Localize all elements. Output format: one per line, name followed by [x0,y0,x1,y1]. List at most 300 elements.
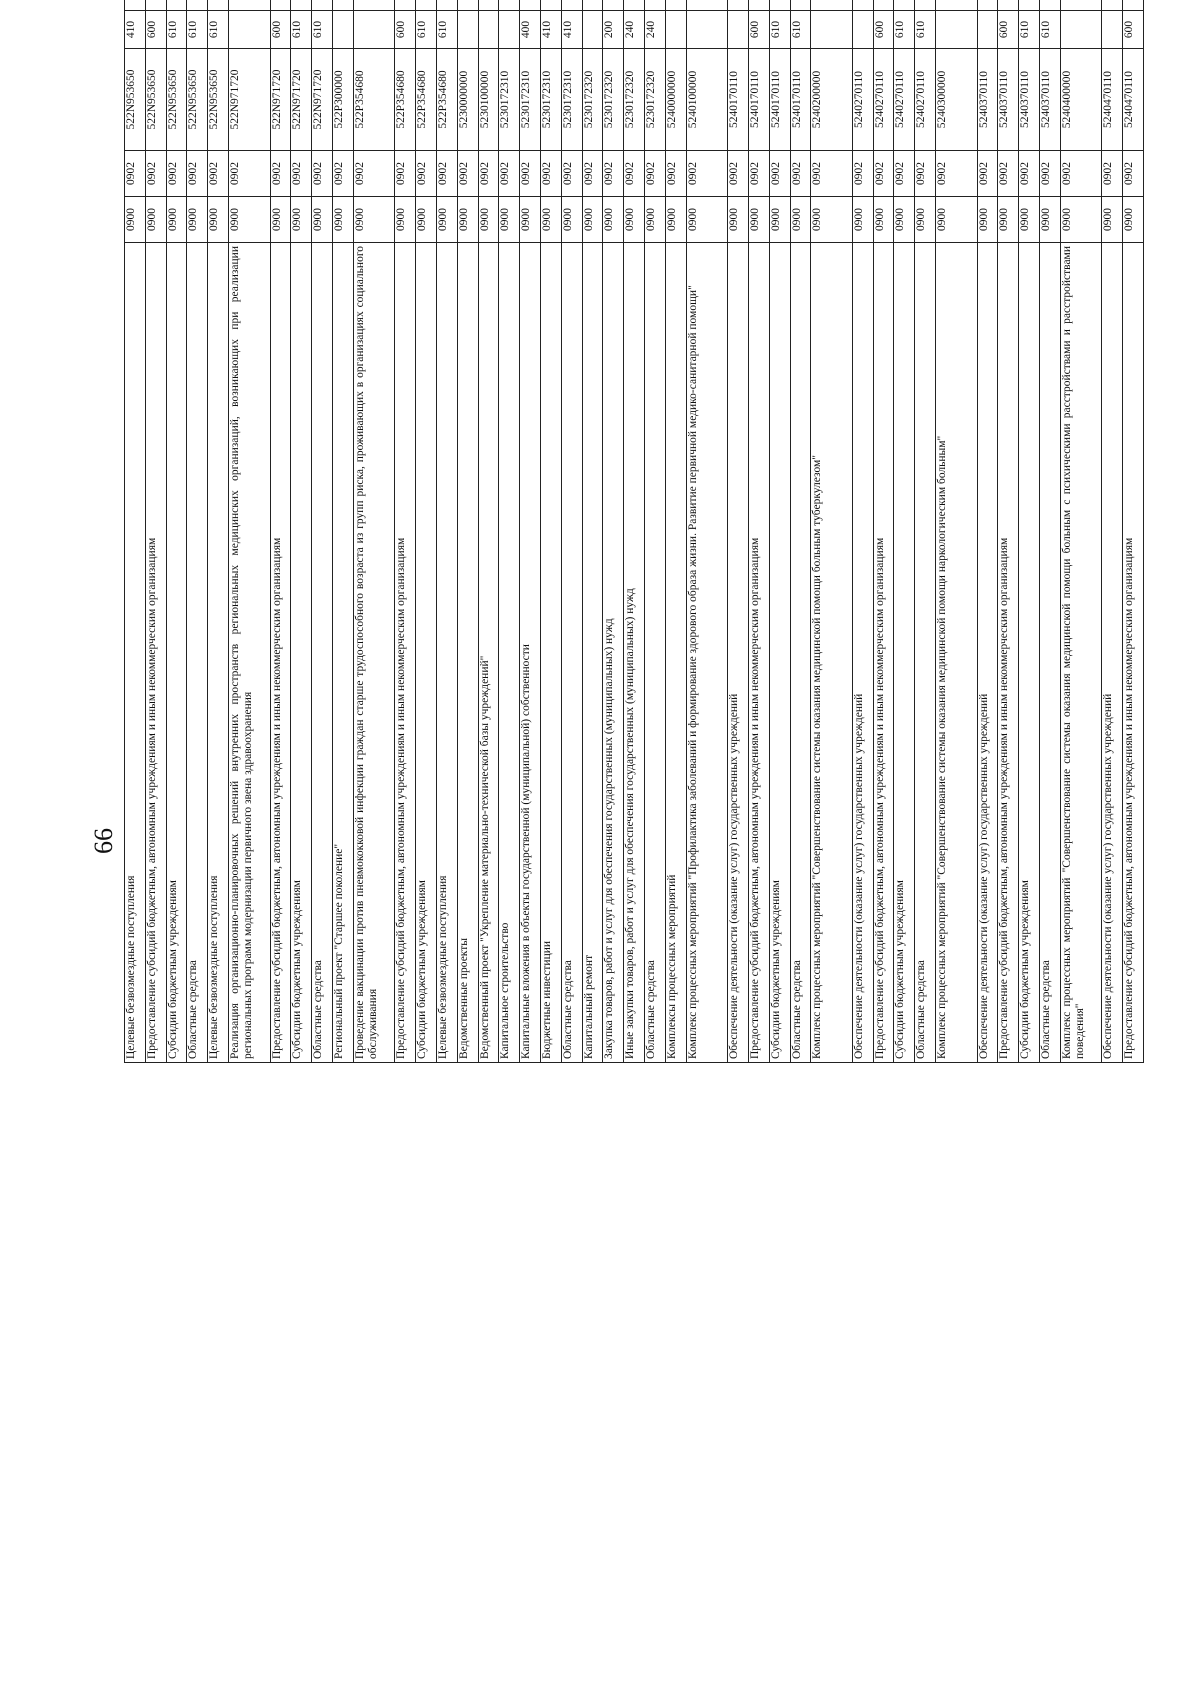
section-code: 0900 [561,197,582,243]
subsection-code: 0902 [270,151,291,197]
table-row [811,0,853,1063]
section-code: 0900 [1102,197,1123,243]
section-code: 0900 [1019,197,1040,243]
section-code: 0900 [769,197,790,243]
funding-code [416,0,437,11]
funding-code [1060,0,1102,11]
section-code: 0900 [457,197,478,243]
funding-code [728,0,749,11]
table-row [478,0,499,1063]
funding-code [353,0,395,11]
row-name: Капитальное строительство [499,243,520,1063]
section-code: 0900 [852,197,873,243]
target-article: 5230172310 [561,49,582,151]
row-name: Обеспечение деятельности (оказание услуг) государственных учреждений [728,243,749,1063]
expense-type [228,11,270,49]
funding-code [873,0,894,11]
subsection-code: 0902 [686,151,728,197]
table-row [208,0,229,1063]
table-row [457,0,478,1063]
section-code: 0900 [915,197,936,243]
expense-type [499,11,520,49]
funding-code [644,0,665,11]
subsection-code: 0902 [332,151,353,197]
target-article: 5230172320 [582,49,603,151]
table-row [1060,0,1102,1063]
table-row [603,0,624,1063]
subsection-code: 0902 [478,151,499,197]
funding-code [520,0,541,11]
expense-type: 600 [270,11,291,49]
funding-code [291,0,312,11]
row-name: Ведомственные проекты [457,243,478,1063]
target-article: 522N953650 [125,49,146,151]
page-number: 66 [89,828,118,854]
row-name: Проведение вакцинации против пневмококковой инфекции граждан старше трудоспособного возраста из групп риска, проживающих в организациях социального обслуживания [353,243,395,1063]
table-row [291,0,312,1063]
row-name: Областные средства [312,243,333,1063]
expense-type: 610 [769,11,790,49]
target-article: 5240470110 [1123,49,1144,151]
expense-type: 600 [1123,11,1144,49]
funding-code [936,0,978,11]
row-name: Комплекс процессных мероприятий "Совершенствование системы оказания медицинской помощи больным с психическими расстройствами и расстройствами поведения" [1060,243,1102,1063]
table-container [124,20,1136,1635]
section-code: 0900 [998,197,1019,243]
table-row [436,0,457,1063]
row-name: Предоставление субсидий бюджетным, автономным учреждениям и иным некоммерческим организациям [748,243,769,1063]
target-article: 522P354680 [353,49,395,151]
budget-table [124,0,1144,1063]
row-name: Субсидии бюджетным учреждениям [166,243,187,1063]
funding-code [582,0,603,11]
expense-type: 600 [748,11,769,49]
row-name: Бюджетные инвестиции [540,243,561,1063]
expense-type [582,11,603,49]
funding-code [1040,0,1061,11]
funding-code [915,0,936,11]
table-row [748,0,769,1063]
subsection-code: 0902 [125,151,146,197]
expense-type: 610 [790,11,811,49]
section-code: 0900 [977,197,998,243]
subsection-code: 0902 [228,151,270,197]
row-name: Областные средства [790,243,811,1063]
row-name: Областные средства [644,243,665,1063]
row-name: Предоставление субсидий бюджетным, автономным учреждениям и иным некоммерческим организациям [873,243,894,1063]
section-code: 0900 [436,197,457,243]
row-name: Капитальные вложения в объекты государственной (муниципальной) собственности [520,243,541,1063]
expense-type: 610 [416,11,437,49]
section-code: 0900 [624,197,645,243]
row-name: Комплекс процессных мероприятий "Совершенствование системы оказания медицинской помощи больным туберкулезом" [811,243,853,1063]
section-code: 0900 [748,197,769,243]
expense-type [1060,11,1102,49]
expense-type: 610 [1040,11,1061,49]
section-code: 0900 [291,197,312,243]
section-code: 0900 [332,197,353,243]
funding-code [686,0,728,11]
target-article: 5240170110 [769,49,790,151]
target-article: 522P354680 [416,49,437,151]
subsection-code: 0902 [416,151,437,197]
funding-code [561,0,582,11]
target-article: 522N971720 [270,49,291,151]
expense-type [811,11,853,49]
target-article: 5240270110 [852,49,873,151]
target-article: 5240270110 [873,49,894,151]
expense-type: 400 [520,11,541,49]
subsection-code: 0902 [1123,151,1144,197]
row-name: Комплексы процессных мероприятий [665,243,686,1063]
target-article: 5240370110 [998,49,1019,151]
funding-code [228,0,270,11]
subsection-code: 0902 [1019,151,1040,197]
section-code: 0900 [353,197,395,243]
table-row [353,0,395,1063]
subsection-code: 0902 [852,151,873,197]
subsection-code: 0902 [520,151,541,197]
subsection-code: 0902 [603,151,624,197]
table-row [540,0,561,1063]
expense-type [728,11,749,49]
target-article: 5240400000 [1060,49,1102,151]
subsection-code: 0902 [894,151,915,197]
section-code: 0900 [728,197,749,243]
section-code: 0900 [790,197,811,243]
expense-type [665,11,686,49]
table-row [624,0,645,1063]
table-row [1123,0,1144,1063]
subsection-code: 0902 [665,151,686,197]
table-row [915,0,936,1063]
section-code: 0900 [416,197,437,243]
row-name: Предоставление субсидий бюджетным, автономным учреждениям и иным некоммерческим организациям [270,243,291,1063]
target-article: 522N971720 [291,49,312,151]
table-row [125,0,146,1063]
row-name: Субсидии бюджетным учреждениям [416,243,437,1063]
funding-code [998,0,1019,11]
table-row [187,0,208,1063]
expense-type [852,11,873,49]
expense-type: 610 [1019,11,1040,49]
table-row [416,0,437,1063]
target-article: 522N953650 [187,49,208,151]
row-name: Региональный проект "Старшее поколение" [332,243,353,1063]
target-article: 5230100000 [478,49,499,151]
expense-type [478,11,499,49]
target-article: 5230172310 [499,49,520,151]
target-article: 5240170110 [748,49,769,151]
target-article: 5240270110 [915,49,936,151]
row-name: Субсидии бюджетным учреждениям [291,243,312,1063]
target-article: 522P354680 [436,49,457,151]
expense-type: 610 [894,11,915,49]
table-row [228,0,270,1063]
section-code: 0900 [125,197,146,243]
target-article: 522N971720 [312,49,333,151]
target-article: 522N953650 [166,49,187,151]
expense-type: 600 [145,11,166,49]
section-code: 0900 [187,197,208,243]
subsection-code: 0902 [790,151,811,197]
section-code: 0900 [582,197,603,243]
funding-code [478,0,499,11]
row-name: Областные средства [915,243,936,1063]
target-article: 5240170110 [790,49,811,151]
subsection-code: 0902 [208,151,229,197]
table-row [769,0,790,1063]
subsection-code: 0902 [811,151,853,197]
expense-type [1102,11,1123,49]
section-code: 0900 [1060,197,1102,243]
row-name: Областные средства [187,243,208,1063]
table-row [1019,0,1040,1063]
expense-type: 600 [873,11,894,49]
section-code: 0900 [228,197,270,243]
funding-code [166,0,187,11]
funding-code [894,0,915,11]
target-article: 522N953650 [145,49,166,151]
section-code: 0900 [644,197,665,243]
funding-code [145,0,166,11]
table-row [665,0,686,1063]
subsection-code: 0902 [582,151,603,197]
table-row [145,0,166,1063]
target-article: 522N971720 [228,49,270,151]
expense-type: 610 [187,11,208,49]
section-code: 0900 [520,197,541,243]
section-code: 0900 [873,197,894,243]
table-row [582,0,603,1063]
subsection-code: 0902 [936,151,978,197]
row-name: Иные закупки товаров, работ и услуг для обеспечения государственных (муниципальных) нужд [624,243,645,1063]
expense-type: 600 [395,11,416,49]
row-name: Обеспечение деятельности (оказание услуг) государственных учреждений [977,243,998,1063]
funding-code [769,0,790,11]
funding-code [540,0,561,11]
subsection-code: 0902 [540,151,561,197]
target-article: 5230172320 [603,49,624,151]
section-code: 0900 [270,197,291,243]
row-name: Предоставление субсидий бюджетным, автономным учреждениям и иным некоммерческим организациям [1123,243,1144,1063]
target-article: 5240200000 [811,49,853,151]
section-code: 0900 [665,197,686,243]
target-article: 5240370110 [977,49,998,151]
row-name: Целевые безвозмездные поступления [208,243,229,1063]
section-code: 0900 [1123,197,1144,243]
row-name: Субсидии бюджетным учреждениям [769,243,790,1063]
funding-code [624,0,645,11]
target-article: 5240370110 [1019,49,1040,151]
funding-code [312,0,333,11]
target-article: 5230000000 [457,49,478,151]
row-name: Капитальный ремонт [582,243,603,1063]
row-name: Предоставление субсидий бюджетным, автономным учреждениям и иным некоммерческим организациям [998,243,1019,1063]
row-name: Субсидии бюджетным учреждениям [894,243,915,1063]
row-name: Обеспечение деятельности (оказание услуг) государственных учреждений [1102,243,1123,1063]
table-row [166,0,187,1063]
expense-type: 240 [624,11,645,49]
table-row [312,0,333,1063]
funding-code [665,0,686,11]
subsection-code: 0902 [1060,151,1102,197]
subsection-code: 0902 [395,151,416,197]
row-name: Предоставление субсидий бюджетным, автономным учреждениям и иным некоммерческим организациям [145,243,166,1063]
target-article: 5240470110 [1102,49,1123,151]
table-row [1102,0,1123,1063]
section-code: 0900 [894,197,915,243]
row-name: Предоставление субсидий бюджетным, автономным учреждениям и иным некоммерческим организациям [395,243,416,1063]
target-article: 5230172320 [624,49,645,151]
target-article: 522P354680 [395,49,416,151]
funding-code [748,0,769,11]
table-row [499,0,520,1063]
funding-code [811,0,853,11]
subsection-code: 0902 [915,151,936,197]
section-code: 0900 [686,197,728,243]
table-row [520,0,541,1063]
table-row [561,0,582,1063]
section-code: 0900 [540,197,561,243]
expense-type [686,11,728,49]
section-code: 0900 [936,197,978,243]
expense-type: 200 [603,11,624,49]
expense-type: 600 [998,11,1019,49]
row-name: Субсидии бюджетным учреждениям [1019,243,1040,1063]
table-row [977,0,998,1063]
expense-type: 610 [915,11,936,49]
row-name: Комплекс процессных мероприятий "Профилактика заболеваний и формирование здорового образа жизни. Развитие первичной медико-санитарной помощи" [686,243,728,1063]
expense-type [353,11,395,49]
expense-type: 240 [644,11,665,49]
funding-code [270,0,291,11]
target-article: 5240100000 [686,49,728,151]
funding-code [395,0,416,11]
subsection-code: 0902 [644,151,665,197]
funding-code [1123,0,1144,11]
subsection-code: 0902 [457,151,478,197]
funding-code [977,0,998,11]
table-row [936,0,978,1063]
funding-code [790,0,811,11]
funding-code [332,0,353,11]
funding-code [1019,0,1040,11]
expense-type [332,11,353,49]
funding-code [852,0,873,11]
table-row [873,0,894,1063]
subsection-code: 0902 [1102,151,1123,197]
subsection-code: 0902 [499,151,520,197]
row-name: Областные средства [561,243,582,1063]
subsection-code: 0902 [624,151,645,197]
subsection-code: 0902 [145,151,166,197]
expense-type: 610 [312,11,333,49]
subsection-code: 0902 [166,151,187,197]
table-row [852,0,873,1063]
subsection-code: 0902 [312,151,333,197]
table-row [790,0,811,1063]
subsection-code: 0902 [187,151,208,197]
section-code: 0900 [811,197,853,243]
section-code: 0900 [145,197,166,243]
subsection-code: 0902 [748,151,769,197]
expense-type: 610 [166,11,187,49]
table-row [894,0,915,1063]
section-code: 0900 [603,197,624,243]
row-name: Комплекс процессных мероприятий "Совершенствование системы оказания медицинской помощи наркологическим больным" [936,243,978,1063]
row-name: Областные средства [1040,243,1061,1063]
target-article: 5240300000 [936,49,978,151]
row-name: Закупка товаров, работ и услуг для обеспечения государственных (муниципальных) нужд [603,243,624,1063]
target-article: 5240370110 [1040,49,1061,151]
table-row [644,0,665,1063]
table-row [686,0,728,1063]
funding-code [208,0,229,11]
expense-type: 410 [561,11,582,49]
expense-type: 410 [540,11,561,49]
target-article: 5240170110 [728,49,749,151]
section-code: 0900 [478,197,499,243]
target-article: 5230172320 [644,49,665,151]
table-row [270,0,291,1063]
subsection-code: 0902 [728,151,749,197]
subsection-code: 0902 [291,151,312,197]
funding-code [125,0,146,11]
section-code: 0900 [499,197,520,243]
subsection-code: 0902 [436,151,457,197]
subsection-code: 0902 [873,151,894,197]
subsection-code: 0902 [1040,151,1061,197]
table-row [332,0,353,1063]
expense-type: 610 [436,11,457,49]
funding-code [436,0,457,11]
target-article: 522N953650 [208,49,229,151]
row-name: Обеспечение деятельности (оказание услуг) государственных учреждений [852,243,873,1063]
table-row [998,0,1019,1063]
funding-code [187,0,208,11]
subsection-code: 0902 [353,151,395,197]
funding-code [457,0,478,11]
subsection-code: 0902 [561,151,582,197]
expense-type [457,11,478,49]
subsection-code: 0902 [769,151,790,197]
subsection-code: 0902 [998,151,1019,197]
row-name: Целевые безвозмездные поступления [125,243,146,1063]
target-article: 5240000000 [665,49,686,151]
subsection-code: 0902 [977,151,998,197]
target-article: 5230172310 [540,49,561,151]
target-article: 5230172310 [520,49,541,151]
funding-code [1102,0,1123,11]
section-code: 0900 [208,197,229,243]
expense-type: 610 [208,11,229,49]
section-code: 0900 [166,197,187,243]
section-code: 0900 [395,197,416,243]
section-code: 0900 [1040,197,1061,243]
target-article: 5240270110 [894,49,915,151]
row-name: Реализация организационно-планировочных решений внутренних пространств региональных медицинских организаций, возникающих при реализации региональных программ модернизации первичного звена здравоохранения [228,243,270,1063]
table-row [395,0,416,1063]
expense-type: 410 [125,11,146,49]
funding-code [499,0,520,11]
table-row [728,0,749,1063]
row-name: Целевые безвозмездные поступления [436,243,457,1063]
expense-type [936,11,978,49]
target-article: 522P300000 [332,49,353,151]
row-name: Ведомственный проект "Укрепление материально-технической базы учреждений" [478,243,499,1063]
funding-code [603,0,624,11]
